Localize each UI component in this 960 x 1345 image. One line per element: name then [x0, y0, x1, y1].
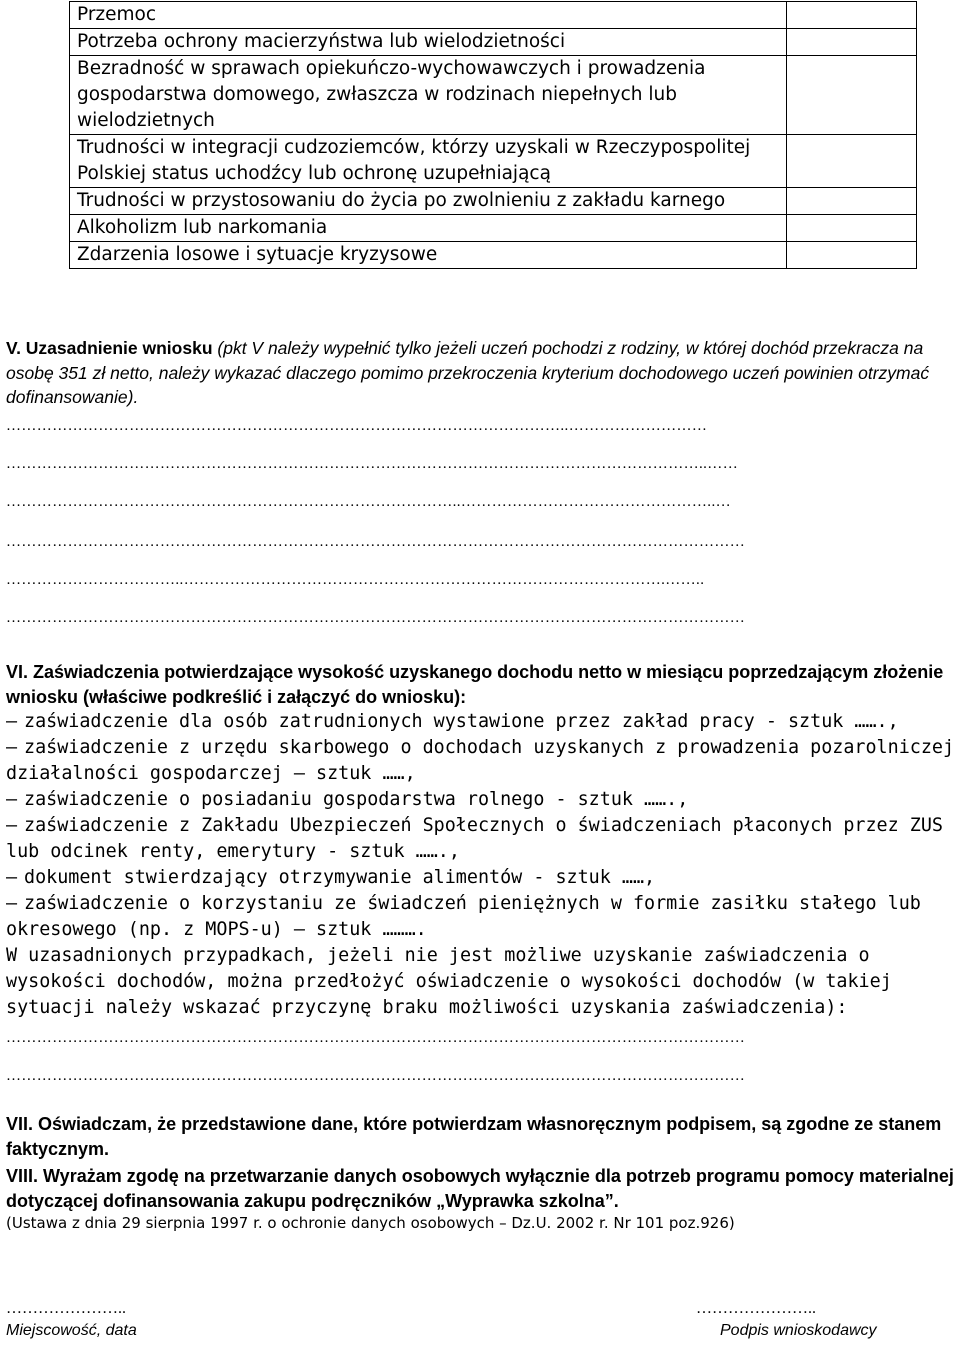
list-item[interactable]: [6, 813, 956, 865]
dash-bullet: –: [6, 815, 18, 836]
table-row: [70, 242, 917, 269]
reason-checkbox-cell[interactable]: [787, 135, 917, 188]
section-vi-answer-line[interactable]: ………………………………………………………………………………………………………………………………: [6, 1030, 746, 1046]
list-item-text: dokument stwierdzający otrzymywanie alimentów - sztuk ……,: [24, 867, 656, 888]
reason-checkbox-cell[interactable]: [787, 2, 917, 29]
dash-bullet: –: [6, 711, 18, 732]
section-v-answer-line[interactable]: ………………………………………………………………………………………………………………………………: [6, 610, 746, 626]
reason-label: Potrzeba ochrony macierzyństwa lub wielodzietności: [70, 29, 787, 56]
section-vi-list: [6, 709, 956, 1021]
reason-checkbox-cell[interactable]: [787, 242, 917, 269]
list-item-text: zaświadczenie z Zakładu Ubezpieczeń Społecznych o świadczeniach płaconych przez ZUS lub odcinek renty, emerytury - sztuk …….,: [6, 815, 943, 862]
list-item[interactable]: [6, 787, 956, 813]
section-v-answer-line[interactable]: ……………………………..………………………………………………………………………………….……..: [6, 572, 705, 588]
place-date-field[interactable]: …………………..: [6, 1300, 126, 1317]
ustawa-reference: (Ustawa z dnia 29 sierpnia 1997 r. o ochronie danych osobowych – Dz.U. 2002 r. Nr 101 poz.926): [6, 1214, 735, 1232]
section-v: [6, 336, 956, 410]
table-row: [70, 2, 917, 29]
reason-checkbox-cell[interactable]: [787, 29, 917, 56]
place-date-label: Miejscowość, data: [6, 1322, 137, 1339]
reason-checkbox-cell[interactable]: [787, 215, 917, 242]
reason-checkbox-cell[interactable]: [787, 188, 917, 215]
section-vi-justification: W uzasadnionych przypadkach, jeżeli nie jest możliwe uzyskanie zaświadczenia o wysokości dochodów, można przedłożyć oświadczenie o wysokości dochodów (w takiej sytuacji należy wskazać przyczynę braku możliwości uzyskania zaświadczenia):: [6, 945, 892, 1018]
reason-label: Zdarzenia losowe i sytuacje kryzysowe: [70, 242, 787, 269]
list-item[interactable]: [6, 735, 956, 787]
table-row: [70, 215, 917, 242]
list-item[interactable]: [6, 709, 956, 735]
list-item[interactable]: [6, 891, 956, 943]
list-item-text: zaświadczenie dla osób zatrudnionych wystawione przez zakład pracy - sztuk …….,: [24, 711, 899, 732]
reason-label: Alkoholizm lub narkomania: [70, 215, 787, 242]
list-item[interactable]: [6, 865, 956, 891]
dash-bullet: –: [6, 737, 18, 758]
section-vii-number: VII.: [6, 1114, 34, 1134]
section-viii-number: VIII.: [6, 1166, 39, 1186]
section-vii: [6, 1112, 956, 1162]
section-viii: [6, 1164, 956, 1214]
table-row: [70, 135, 917, 188]
table-row: [70, 29, 917, 56]
table-row: [70, 56, 917, 135]
section-vi-answer-line[interactable]: ………………………………………………………………………………………………………………………………: [6, 1068, 746, 1084]
section-vi-title: VI. Zaświadczenia potwierdzające wysokość uzyskanego dochodu netto w miesiącu poprzedzającym złożenie wniosku (właściwe podkreślić i załączyć do wniosku):: [6, 662, 944, 707]
signature-label: Podpis wnioskodawcy: [720, 1322, 877, 1339]
section-v-heading: V. Uzasadnienie wniosku: [6, 338, 213, 358]
section-v-answer-line[interactable]: ………………………………………………………………………………………………..………………………: [6, 418, 708, 434]
section-vii-text: Oświadczam, że przedstawione dane, które potwierdzam własnoręcznym podpisem, są zgodne ze stanem faktycznym.: [6, 1114, 942, 1159]
table-row: [70, 188, 917, 215]
section-v-answer-line[interactable]: ……………………………………………………………………………..…………………………………………..…: [6, 494, 731, 510]
reason-checkbox-cell[interactable]: [787, 56, 917, 135]
reason-label: Trudności w integracji cudzoziemców, którzy uzyskali w Rzeczypospolitej Polskiej status uchodźcy lub ochronę uzupełniającą: [70, 135, 787, 188]
reasons-table: [69, 1, 917, 269]
dash-bullet: –: [6, 867, 18, 888]
dash-bullet: –: [6, 789, 18, 810]
dash-bullet: –: [6, 893, 18, 914]
section-viii-text: Wyrażam zgodę na przetwarzanie danych osobowych wyłącznie dla potrzeb programu pomocy materialnej dotyczącej dofinansowania zakupu podręczników „Wyprawka szkolna”.: [6, 1166, 954, 1211]
reason-label: Bezradność w sprawach opiekuńczo-wychowawczych i prowadzenia gospodarstwa domowego, zwłaszcza w rodzinach niepełnych lub wielodzietnych: [70, 56, 787, 135]
reason-label: Przemoc: [70, 2, 787, 29]
section-v-answer-line[interactable]: ………………………………………………………………………………………………………………………………: [6, 534, 746, 550]
list-item-text: zaświadczenie z urzędu skarbowego o dochodach uzyskanych z prowadzenia pozarolniczej działalności gospodarczej – sztuk ……,: [6, 737, 955, 784]
section-v-note: (pkt V należy wypełnić tylko jeżeli uczeń pochodzi z rodziny, w której dochód przekracza na osobę 351 zł netto, należy wykazać dlaczego pomimo przekroczenia kryterium dochodowego uczeń powinien otrzymać dofinansowanie).: [6, 338, 930, 407]
signature-field[interactable]: …………………..: [696, 1300, 816, 1317]
reason-label: Trudności w przystosowaniu do życia po zwolnieniu z zakładu karnego: [70, 188, 787, 215]
section-v-answer-line[interactable]: ………………………………………………………………………………………………………………………..……: [6, 456, 739, 472]
list-item-text: zaświadczenie o posiadaniu gospodarstwa rolnego - sztuk …….,: [24, 789, 689, 810]
list-item-text: zaświadczenie o korzystaniu ze świadczeń pieniężnych w formie zasiłku stałego lub okresowego (np. z MOPS-u) – sztuk ……….: [6, 893, 921, 940]
